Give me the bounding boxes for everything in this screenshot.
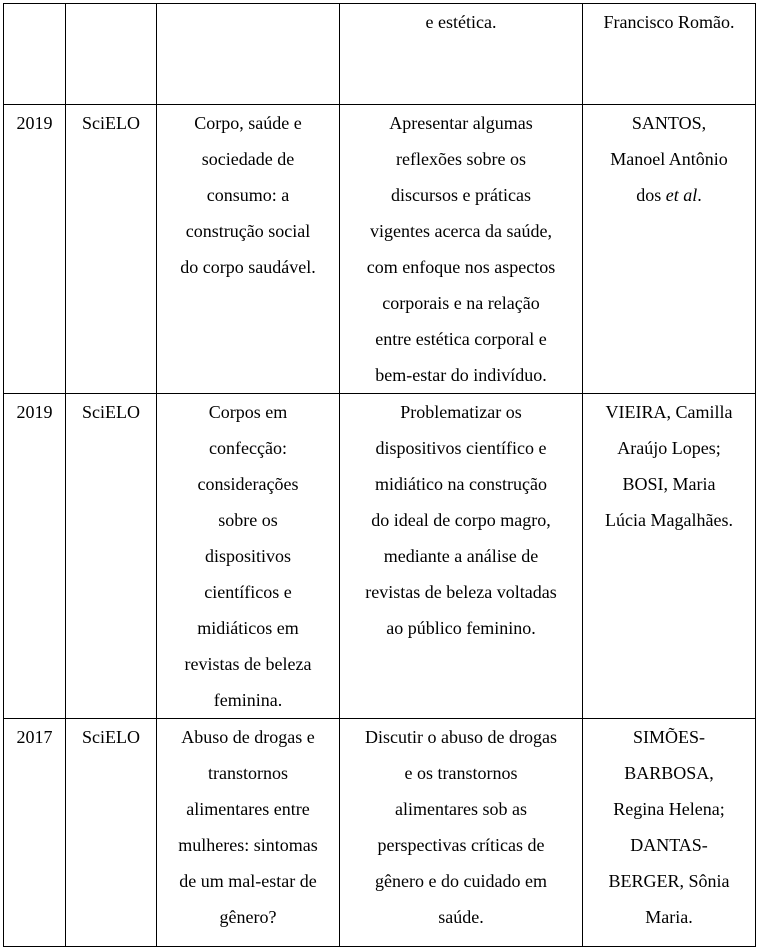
authors-cell: SIMÕES- BARBOSA, Regina Helena; DANTAS- BERGER, Sônia Maria.	[583, 719, 756, 947]
authors-cell	[583, 105, 756, 394]
database-cell: SciELO	[66, 719, 157, 947]
objective-cell: e estética.	[340, 4, 583, 105]
title-cell: Corpo, saúde e sociedade de consumo: a construção social do corpo saudável.	[157, 105, 340, 394]
title-cell: Abuso de drogas e transtornos alimentares entre mulheres: sintomas de um mal-estar de gênero?	[157, 719, 340, 947]
table-row	[4, 4, 756, 105]
objective-cell: Discutir o abuso de drogas e os transtornos alimentares sob as perspectivas críticas de gênero e do cuidado em saúde.	[340, 719, 583, 947]
studies-table	[3, 3, 756, 947]
year-cell: 2019	[4, 105, 66, 394]
year-cell: 2017	[4, 719, 66, 947]
authors-text: SANTOS, Manoel Antônio dos	[610, 113, 728, 205]
authors-cell: VIEIRA, Camilla Araújo Lopes; BOSI, Maria Lúcia Magalhães.	[583, 394, 756, 719]
database-cell: SciELO	[66, 105, 157, 394]
authors-period: .	[697, 185, 702, 205]
objective-cell: Problematizar os dispositivos científico e midiático na construção do ideal de corpo magro, mediante a análise de revistas de beleza voltadas ao público feminino.	[340, 394, 583, 719]
title-cell: Corpos em confecção: considerações sobre os dispositivos científicos e midiáticos em revistas de beleza feminina.	[157, 394, 340, 719]
objective-cell: Apresentar algumas reflexões sobre os discursos e práticas vigentes acerca da saúde, com enfoque nos aspectos corporais e na relação entre estética corporal e bem-estar do indivíduo.	[340, 105, 583, 394]
table-row	[4, 719, 756, 947]
title-cell	[157, 4, 340, 105]
authors-cell: Francisco Romão.	[583, 4, 756, 105]
year-cell: 2019	[4, 394, 66, 719]
authors-et-al: et al	[665, 185, 698, 205]
database-cell: SciELO	[66, 394, 157, 719]
table-row	[4, 394, 756, 719]
table-row	[4, 105, 756, 394]
year-cell	[4, 4, 66, 105]
database-cell	[66, 4, 157, 105]
